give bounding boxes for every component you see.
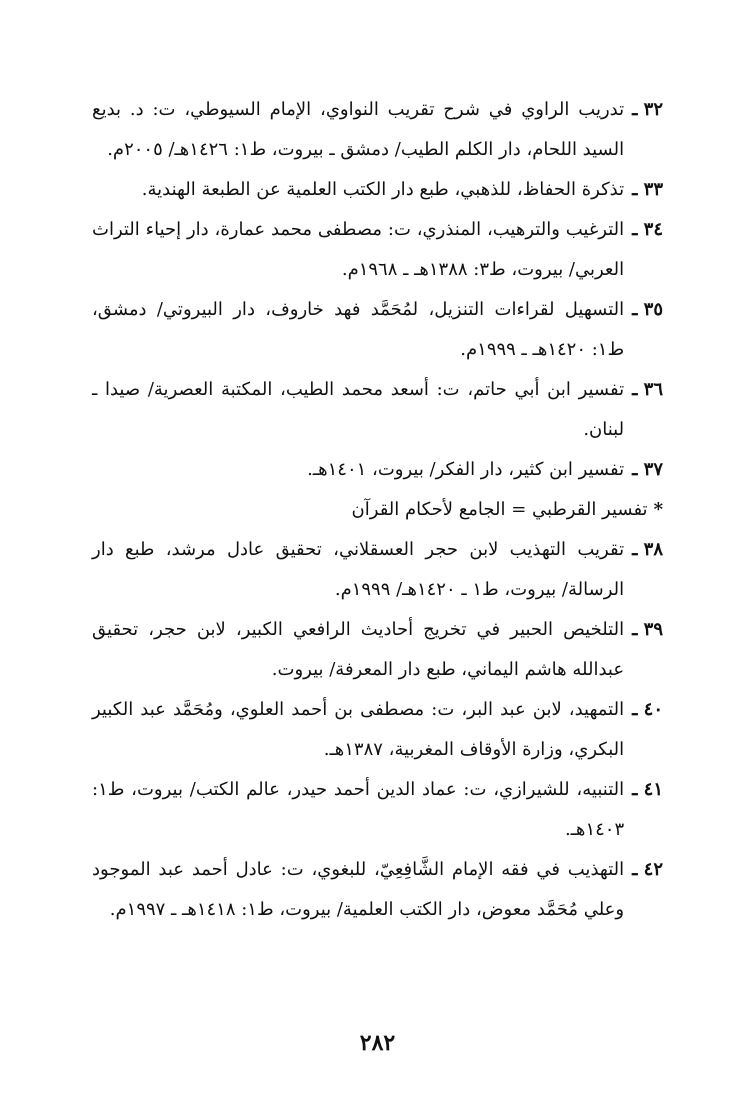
entry-text: التهذيب في فقه الإمام الشَّافِعِيّ، للبغوي، ت: عادل أحمد عبد الموجود وعلي مُحَمَّد معوض، دار الكتب العلمية/ بيروت، ط١: ١٤١٨هـ ـ ١٩٩٧م. [92,859,625,920]
entry-text: الترغيب والترهيب، المنذري، ت: مصطفى محمد عمارة، دار إحياء التراث العربي/ بيروت، ط٣: ١٣٨٨هـ ـ ١٩٦٨م. [92,219,625,280]
entry-text: التسهيل لقراءات التنزيل، لمُحَمَّد فهد خاروف، دار البيروتي/ دمشق، ط١: ١٤٢٠هـ ـ ١٩٩٩م. [92,299,625,360]
entry-number: ٣٥ ـ [632,299,663,320]
entry-text: التنبيه، للشيرازي، ت: عماد الدين أحمد حيدر، عالم الكتب/ بيروت، ط١: ١٤٠٣هـ. [92,779,625,840]
entry-number: ٣٣ ـ [632,179,663,200]
entry-number: ٣٤ ـ [632,219,663,240]
bibliography-entry [92,450,663,490]
entry-number: ٣٦ ـ [632,379,663,400]
entry-number: ٣٧ ـ [632,459,663,480]
bibliography-entry [92,170,663,210]
asterisk-marker: * [653,499,663,520]
entry-text: تقريب التهذيب لابن حجر العسقلاني، تحقيق عادل مرشد، طبع دار الرسالة/ بيروت، ط١ ـ ١٤٢٠هـ/ ١٩٩٩م. [92,539,625,600]
entry-text: تذكرة الحفاظ، للذهبي، طبع دار الكتب العلمية عن الطبعة الهندية. [141,179,625,200]
bibliography-entry [92,290,663,370]
entry-number: ٣٩ ـ [632,619,663,640]
entry-number: ٤٢ ـ [632,859,663,880]
entry-number: ٣٢ ـ [632,99,663,120]
entry-number: ٤١ ـ [632,779,663,800]
bibliography-entry [92,210,663,290]
bibliography-entry [92,90,663,170]
cross-reference-entry [92,490,663,530]
entry-text: تدريب الراوي في شرح تقريب النواوي، الإمام السيوطي، ت: د. بديع السيد اللحام، دار الكلم الطيب/ دمشق ـ بيروت، ط١: ١٤٢٦هـ/ ٢٠٠٥م. [92,99,625,160]
page-number: ٢٨٢ [359,1030,396,1056]
entry-number: ٤٠ ـ [632,699,663,720]
bibliography-entry [92,770,663,850]
bibliography-entry [92,850,663,930]
bibliography-entry [92,370,663,450]
entry-text: تفسير ابن كثير، دار الفكر/ بيروت، ١٤٠١هـ. [307,459,625,480]
entry-text: تفسير القرطبي = الجامع لأحكام القرآن [351,499,648,520]
entry-text: تفسير ابن أبي حاتم، ت: أسعد محمد الطيب، المكتبة العصرية/ صيدا ـ لبنان. [92,379,625,440]
entry-text: التمهيد، لابن عبد البر، ت: مصطفى بن أحمد العلوي، ومُحَمَّد عبد الكبير البكري، وزارة الأوقاف المغربية، ١٣٨٧هـ. [92,699,625,760]
bibliography-entry [92,610,663,690]
entry-number: ٣٨ ـ [632,539,663,560]
bibliography-entry [92,690,663,770]
entry-text: التلخيص الحبير في تخريج أحاديث الرافعي الكبير، لابن حجر، تحقيق عبدالله هاشم اليماني، طبع دار المعرفة/ بيروت. [92,619,625,680]
bibliography-entry [92,530,663,610]
bibliography-list [92,90,663,930]
